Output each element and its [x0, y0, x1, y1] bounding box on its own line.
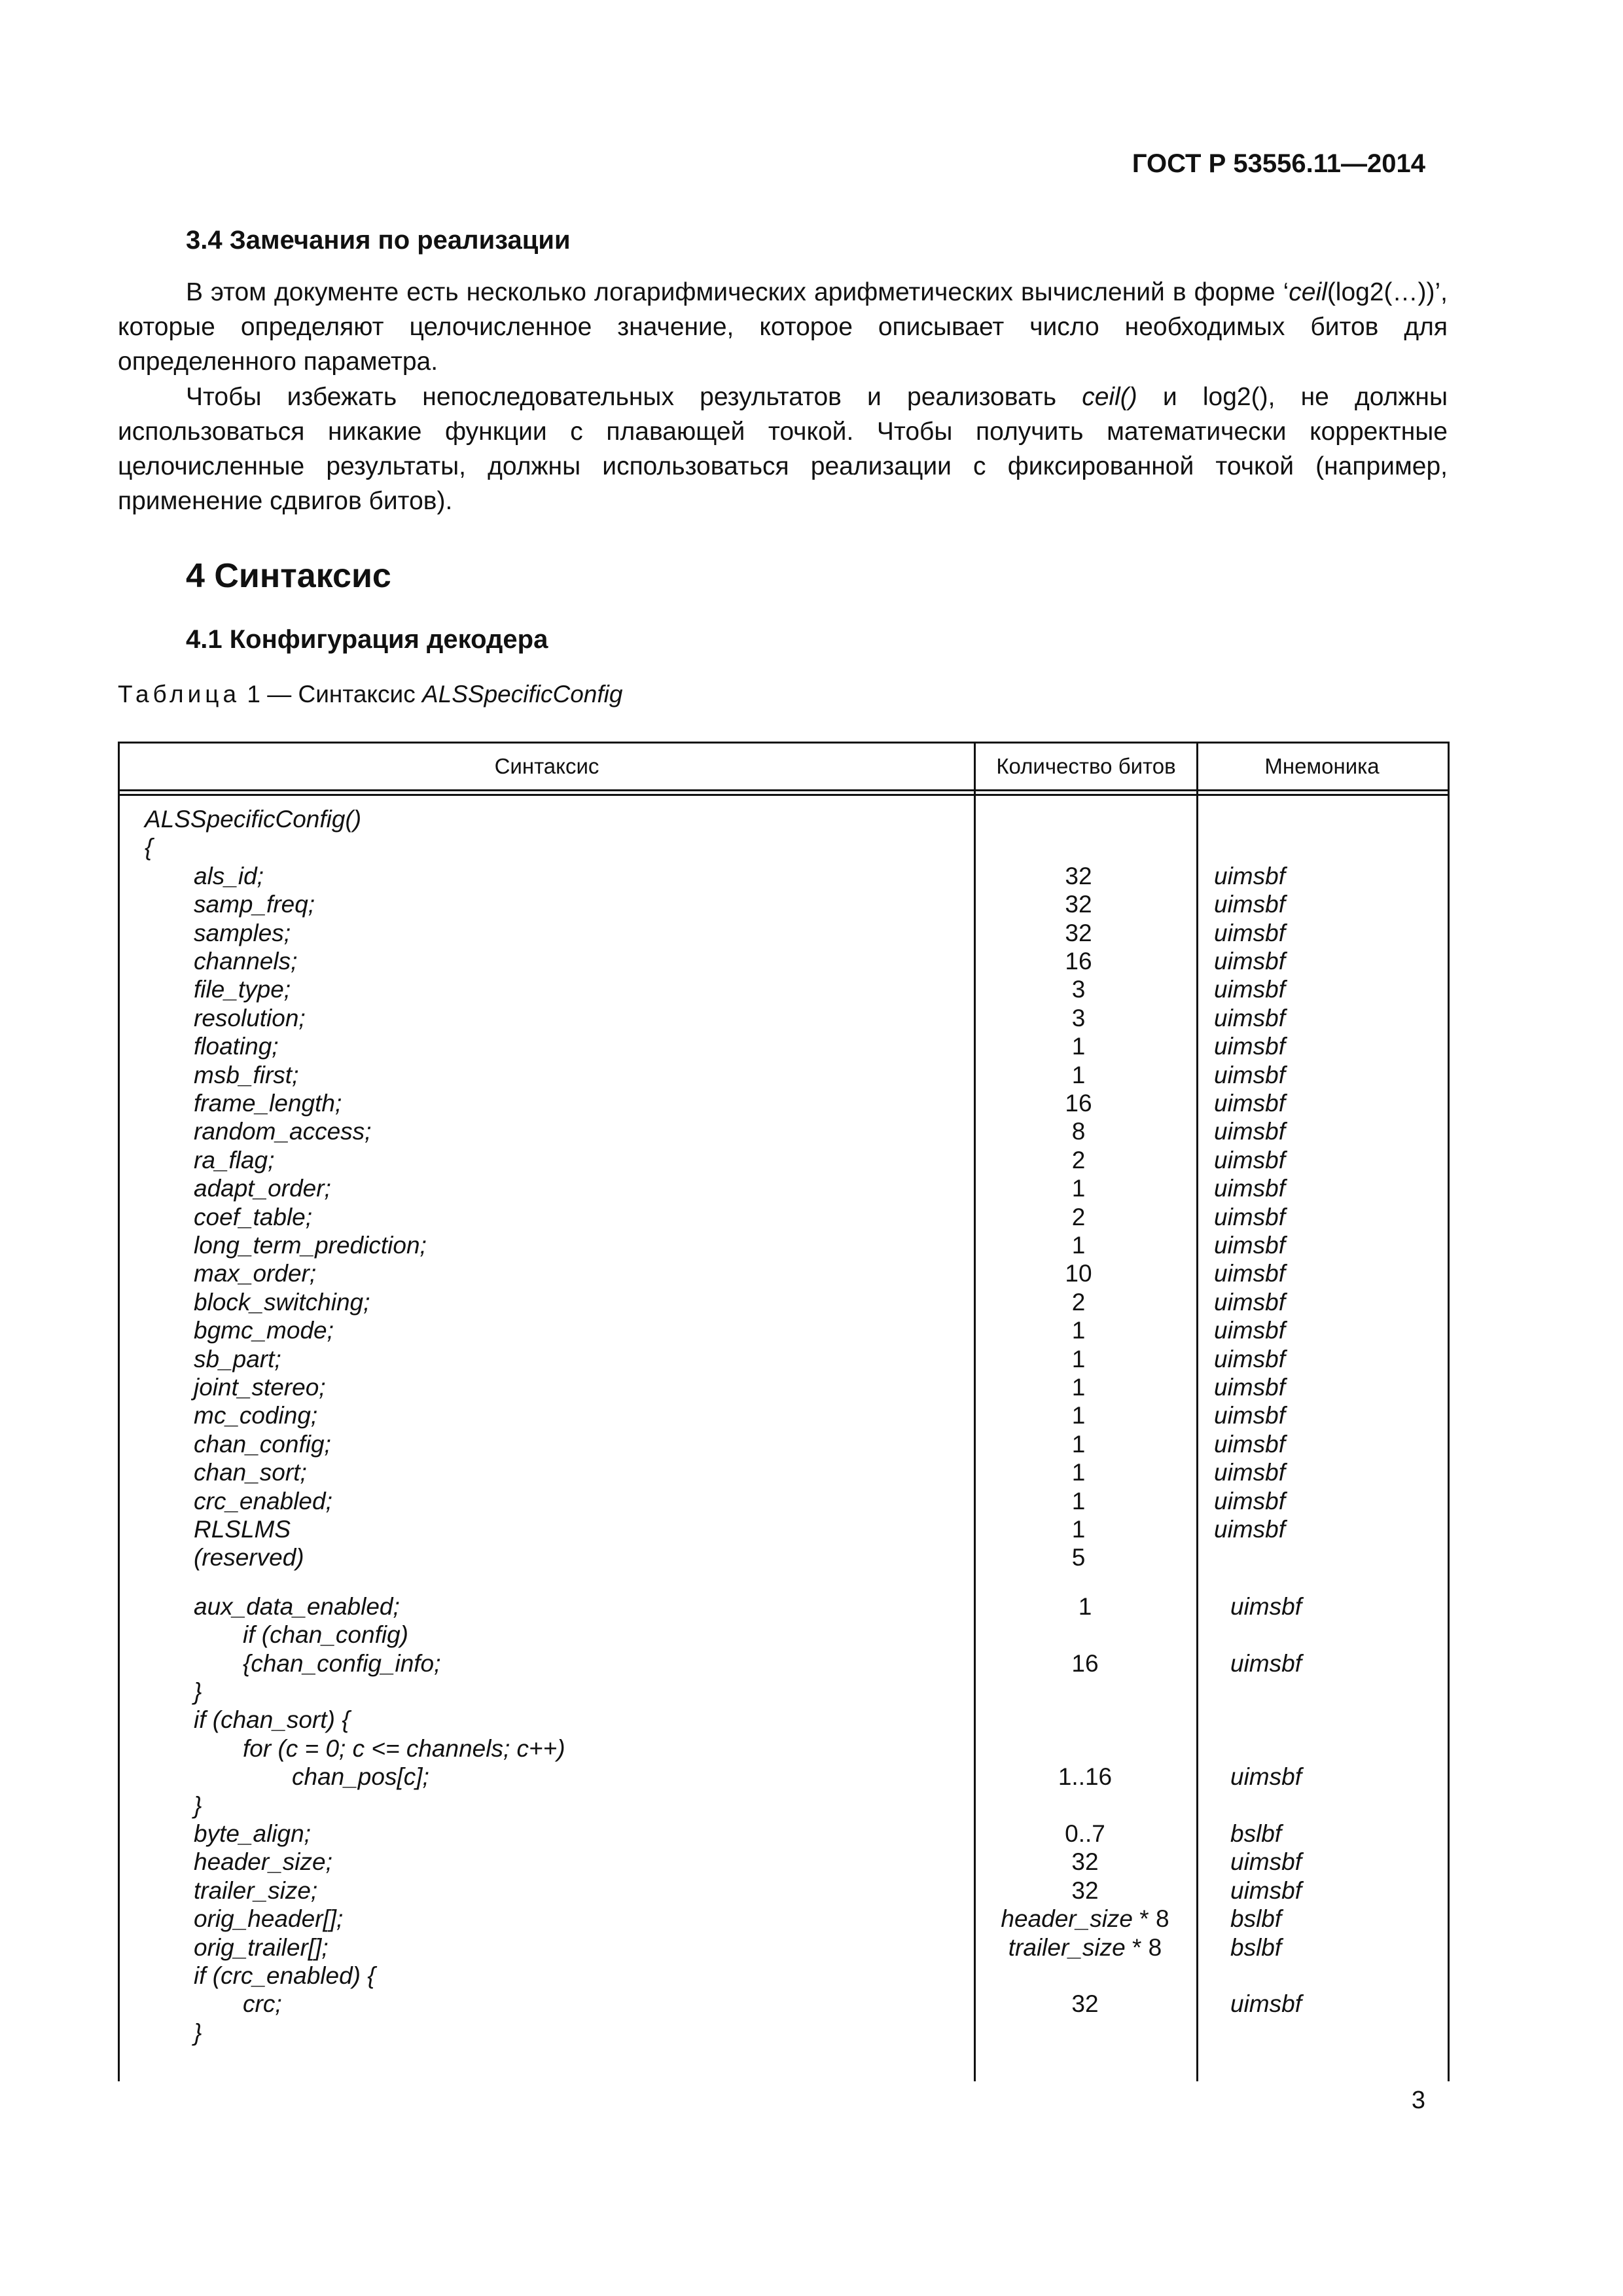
- table-caption: Таблица 1 — Синтаксис ALSSpecificConfig: [118, 681, 623, 708]
- section-3-4-paragraph-1: В этом документе есть несколько логарифмических арифметических вычислений в форме ‘ceil(log2(…))’, которые определяют целочисленное значение, которое описывает число необходимых битов для определенного параметра.: [118, 278, 1448, 376]
- syntax-cell: trailer_size;: [194, 1876, 318, 1904]
- table-row: [120, 805, 1448, 834]
- mnemonic-cell: uimsbf: [1214, 1516, 1285, 1543]
- bits-cell: 1: [1071, 1430, 1086, 1458]
- header-bits: Количество битов: [996, 754, 1176, 778]
- syntax-cell: random_access;: [194, 1118, 372, 1145]
- syntax-cell: chan_config;: [194, 1430, 331, 1458]
- mnemonic-cell: uimsbf: [1214, 1402, 1285, 1429]
- mnemonic-cell: uimsbf: [1214, 1004, 1285, 1031]
- mnemonic-cell: uimsbf: [1214, 1288, 1285, 1316]
- bits-cell: 2: [1071, 1203, 1086, 1230]
- table-row: [120, 1848, 1448, 1876]
- table-row: [120, 1487, 1448, 1516]
- mnemonic-cell: uimsbf: [1214, 1459, 1285, 1486]
- bits-cell: 1: [1071, 1516, 1086, 1543]
- syntax-cell: chan_pos[c];: [292, 1763, 429, 1791]
- header-syntax: Синтаксис: [494, 754, 599, 778]
- section-4-1-title: 4.1 Конфигурация декодера: [186, 625, 548, 654]
- mnemonic-cell: uimsbf: [1230, 1876, 1302, 1904]
- table-row: [120, 1231, 1448, 1260]
- bits-cell: 1: [1071, 1175, 1086, 1202]
- bits-cell: 32: [1065, 891, 1092, 918]
- table-row: [120, 919, 1448, 948]
- table-row: [120, 862, 1448, 891]
- header-divider: [120, 794, 1448, 796]
- syntax-cell: sb_part;: [194, 1345, 281, 1372]
- syntax-cell: joint_stereo;: [194, 1374, 326, 1401]
- table-row: [120, 1146, 1448, 1175]
- bits-cell: 2: [1071, 1288, 1086, 1316]
- bits-cell: 16: [1065, 948, 1092, 975]
- mnemonic-cell: uimsbf: [1230, 1990, 1302, 2018]
- mnemonic-cell: uimsbf: [1214, 1430, 1285, 1458]
- table-row: [120, 1259, 1448, 1288]
- table-row: [120, 1458, 1448, 1487]
- syntax-cell: {chan_config_info;: [243, 1649, 441, 1677]
- table-row: [120, 1791, 1448, 1820]
- table-row: [120, 833, 1448, 862]
- syntax-cell: byte_align;: [194, 1820, 311, 1847]
- header-mnemonic: Мнемоника: [1264, 754, 1380, 778]
- bits-cell: trailer_size * 8: [1008, 1933, 1162, 1961]
- bits-cell: 0..7: [1065, 1820, 1105, 1847]
- bits-cell: 1: [1071, 1232, 1086, 1259]
- bits-cell: header_size * 8: [1001, 1905, 1169, 1933]
- table-row: [120, 1990, 1448, 2018]
- mnemonic-cell: uimsbf: [1214, 1374, 1285, 1401]
- bits-cell: 1: [1071, 1402, 1086, 1429]
- section-3-4-paragraph-2: Чтобы избежать непоследовательных результатов и реализовать ceil() и log2(), не должны использоваться никакие функции с плавающей точкой. Чтобы получить математически корректные целочисленные результаты, должны использоваться реализации с фиксированной точкой (например, применение сдвигов битов).: [118, 383, 1448, 515]
- bits-cell: 10: [1065, 1260, 1092, 1287]
- table-row: [120, 1515, 1448, 1544]
- table-row: [120, 1288, 1448, 1317]
- table-row: [120, 1117, 1448, 1146]
- syntax-cell: adapt_order;: [194, 1175, 331, 1202]
- syntax-cell: block_switching;: [194, 1288, 370, 1316]
- syntax-cell: floating;: [194, 1033, 279, 1060]
- syntax-cell: orig_header[];: [194, 1905, 344, 1933]
- table-row: [120, 1316, 1448, 1345]
- bits-cell: 1: [1071, 1345, 1086, 1372]
- syntax-cell: RLSLMS: [194, 1516, 291, 1543]
- table-row: [120, 1734, 1448, 1763]
- syntax-cell: chan_sort;: [194, 1459, 307, 1486]
- bits-cell: 1..16: [1058, 1763, 1113, 1791]
- table-row: [120, 1430, 1448, 1459]
- bits-cell: 16: [1065, 1090, 1092, 1117]
- table-row: [120, 1905, 1448, 1933]
- header-divider: [120, 789, 1448, 791]
- table-row: [120, 1174, 1448, 1203]
- mnemonic-cell: bslbf: [1230, 1933, 1282, 1961]
- table-row: [120, 1401, 1448, 1430]
- syntax-cell: frame_length;: [194, 1090, 342, 1117]
- table-row: [120, 1706, 1448, 1734]
- syntax-cell: long_term_prediction;: [194, 1232, 427, 1259]
- syntax-table: [118, 742, 1450, 2081]
- table-row: [120, 947, 1448, 976]
- syntax-cell: }: [194, 2018, 202, 2046]
- bits-cell: 32: [1071, 1848, 1099, 1876]
- mnemonic-cell: uimsbf: [1214, 1487, 1285, 1515]
- mnemonic-cell: uimsbf: [1230, 1592, 1302, 1620]
- table-row: [120, 1933, 1448, 1962]
- table-row: [120, 1061, 1448, 1090]
- standard-number: ГОСТ Р 53556.11—2014: [1132, 149, 1425, 178]
- mnemonic-cell: uimsbf: [1214, 1146, 1285, 1174]
- mnemonic-cell: uimsbf: [1214, 862, 1285, 889]
- page-number: 3: [1411, 2087, 1425, 2114]
- mnemonic-cell: uimsbf: [1214, 1260, 1285, 1287]
- table-row: [120, 890, 1448, 919]
- bits-cell: 32: [1071, 1876, 1099, 1904]
- syntax-cell: if (crc_enabled) {: [194, 1962, 376, 1989]
- syntax-cell: als_id;: [194, 862, 264, 889]
- mnemonic-cell: uimsbf: [1214, 1345, 1285, 1372]
- syntax-cell: aux_data_enabled;: [194, 1592, 400, 1620]
- syntax-cell: (reserved): [194, 1544, 304, 1571]
- syntax-cell: ra_flag;: [194, 1146, 275, 1174]
- section-3-4-title: 3.4 Замечания по реализации: [186, 226, 571, 255]
- syntax-cell: max_order;: [194, 1260, 317, 1287]
- syntax-cell: if (chan_sort) {: [194, 1706, 350, 1734]
- syntax-cell: crc;: [243, 1990, 282, 2018]
- table-row: [120, 1763, 1448, 1791]
- table-row: [120, 1677, 1448, 1706]
- mnemonic-cell: uimsbf: [1214, 948, 1285, 975]
- syntax-cell: coef_table;: [194, 1203, 313, 1230]
- bits-cell: 8: [1071, 1118, 1086, 1145]
- mnemonic-cell: uimsbf: [1214, 1232, 1285, 1259]
- table-row: [120, 975, 1448, 1004]
- section-4-title: 4 Синтаксис: [186, 557, 391, 595]
- mnemonic-cell: uimsbf: [1214, 1203, 1285, 1230]
- bits-cell: 1: [1071, 1061, 1086, 1088]
- mnemonic-cell: uimsbf: [1230, 1649, 1302, 1677]
- table-row: [120, 1373, 1448, 1402]
- syntax-cell: msb_first;: [194, 1061, 299, 1088]
- mnemonic-cell: uimsbf: [1214, 1175, 1285, 1202]
- syntax-cell: resolution;: [194, 1004, 306, 1031]
- table-row: [120, 1004, 1448, 1033]
- bits-cell: 1: [1071, 1459, 1086, 1486]
- syntax-cell: samples;: [194, 919, 291, 946]
- table-row: [120, 1820, 1448, 1848]
- mnemonic-cell: uimsbf: [1214, 1118, 1285, 1145]
- syntax-cell: {: [145, 834, 153, 861]
- syntax-cell: channels;: [194, 948, 298, 975]
- bits-cell: 1: [1071, 1317, 1086, 1344]
- syntax-cell: if (chan_config): [243, 1621, 408, 1649]
- mnemonic-cell: bslbf: [1230, 1905, 1282, 1933]
- mnemonic-cell: uimsbf: [1214, 1317, 1285, 1344]
- syntax-cell: crc_enabled;: [194, 1487, 332, 1515]
- mnemonic-cell: uimsbf: [1214, 891, 1285, 918]
- table-row: [120, 1621, 1448, 1649]
- mnemonic-cell: uimsbf: [1214, 1061, 1285, 1088]
- bits-cell: 1: [1071, 1374, 1086, 1401]
- syntax-cell: ALSSpecificConfig(): [145, 806, 362, 833]
- bits-cell: 3: [1071, 976, 1086, 1003]
- mnemonic-cell: uimsbf: [1230, 1763, 1302, 1791]
- bits-cell: 1: [1078, 1592, 1092, 1620]
- syntax-cell: }: [194, 1678, 202, 1705]
- table-row: [120, 2018, 1448, 2047]
- bits-cell: 3: [1071, 1004, 1086, 1031]
- table-row: [120, 1203, 1448, 1232]
- syntax-cell: samp_freq;: [194, 891, 315, 918]
- table-row: [120, 1345, 1448, 1374]
- bits-cell: 32: [1065, 919, 1092, 946]
- syntax-cell: for (c = 0; c <= channels; c++): [243, 1734, 565, 1762]
- syntax-cell: header_size;: [194, 1848, 332, 1876]
- table-row: [120, 1592, 1448, 1621]
- mnemonic-cell: bslbf: [1230, 1820, 1282, 1847]
- syntax-cell: mc_coding;: [194, 1402, 318, 1429]
- mnemonic-cell: uimsbf: [1214, 1090, 1285, 1117]
- table-row: [120, 1962, 1448, 1990]
- bits-cell: 32: [1065, 862, 1092, 889]
- mnemonic-cell: uimsbf: [1230, 1848, 1302, 1876]
- syntax-cell: bgmc_mode;: [194, 1317, 334, 1344]
- table-row: [120, 1089, 1448, 1118]
- mnemonic-cell: uimsbf: [1214, 1033, 1285, 1060]
- table-row: [120, 1876, 1448, 1905]
- syntax-cell: }: [194, 1791, 202, 1819]
- bits-cell: 1: [1071, 1487, 1086, 1515]
- bits-cell: 1: [1071, 1033, 1086, 1060]
- mnemonic-cell: uimsbf: [1214, 976, 1285, 1003]
- table-row: [120, 1649, 1448, 1678]
- table-row: [120, 1032, 1448, 1061]
- bits-cell: 32: [1071, 1990, 1099, 2018]
- syntax-cell: file_type;: [194, 976, 291, 1003]
- bits-cell: 2: [1071, 1146, 1086, 1174]
- table-row: [120, 1543, 1448, 1572]
- bits-cell: 5: [1071, 1544, 1086, 1571]
- bits-cell: 16: [1071, 1649, 1099, 1677]
- mnemonic-cell: uimsbf: [1214, 919, 1285, 946]
- syntax-cell: orig_trailer[];: [194, 1933, 329, 1961]
